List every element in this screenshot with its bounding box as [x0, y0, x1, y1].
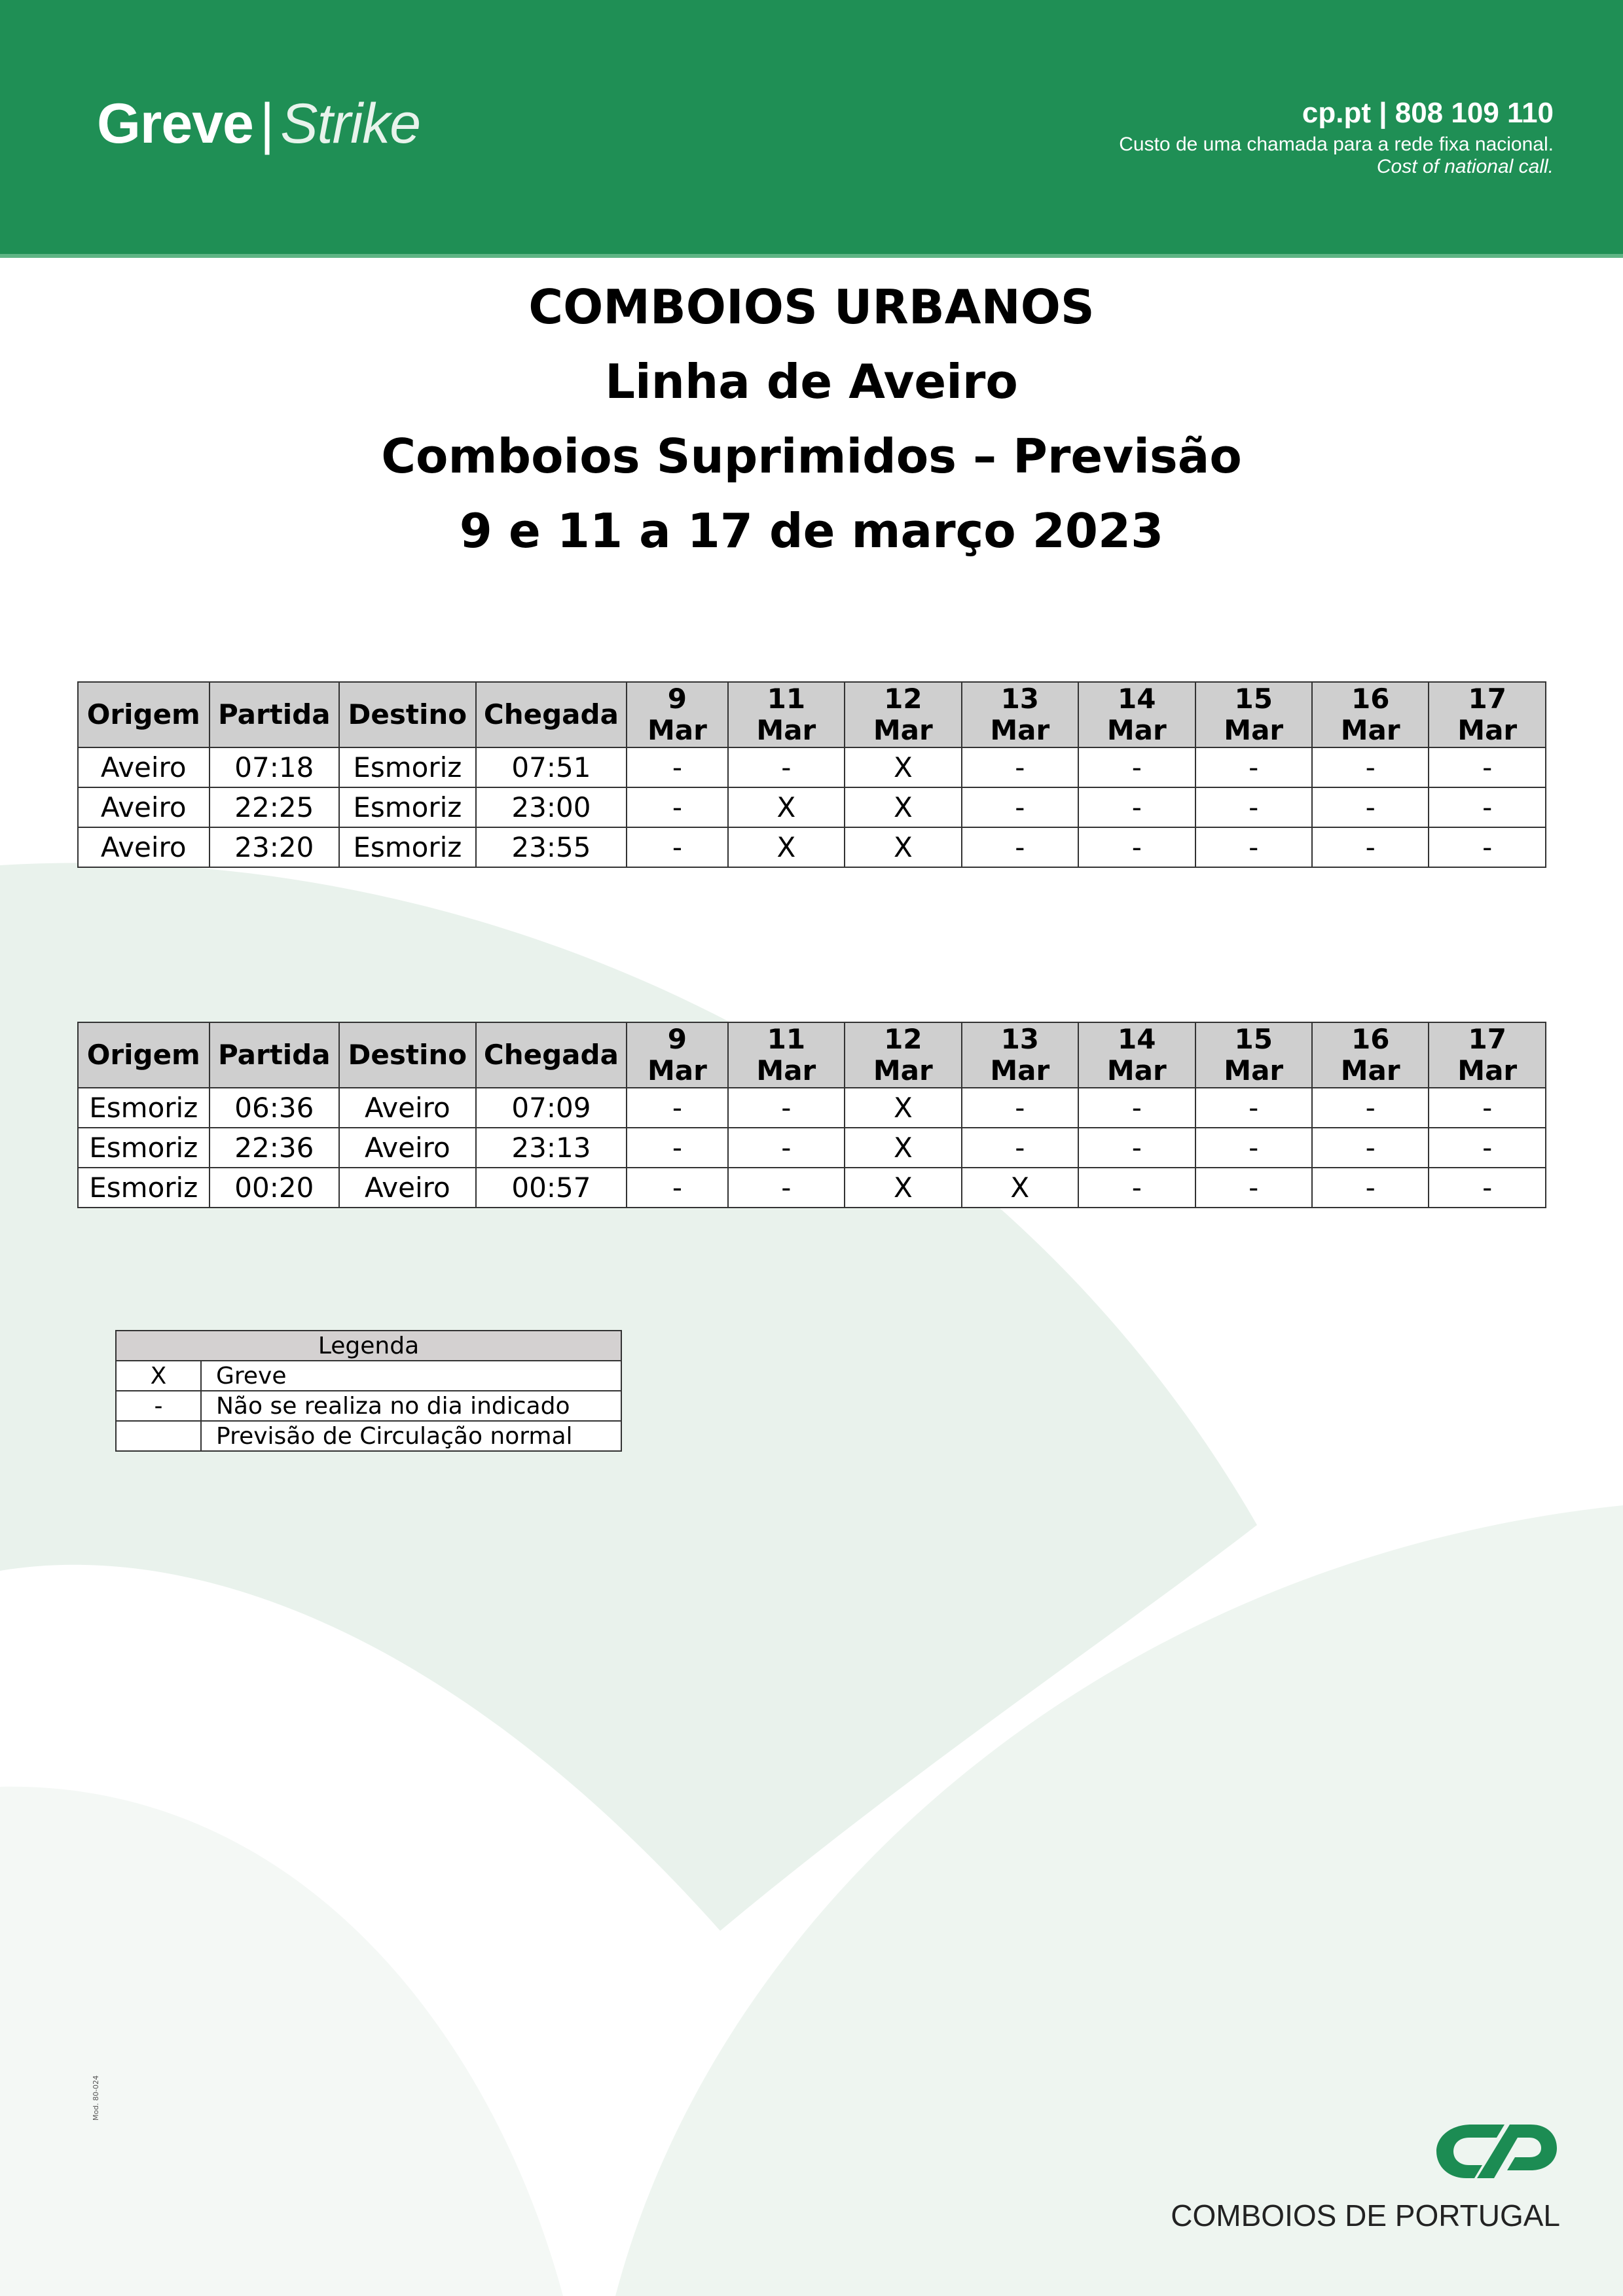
- cell-partida: 06:36: [210, 1088, 340, 1128]
- cell-day-status: X: [728, 787, 845, 827]
- cell-destino: Aveiro: [339, 1088, 476, 1128]
- cell-day-status: -: [1429, 747, 1546, 787]
- column-header-day: [1429, 682, 1546, 747]
- day-month: Mar: [873, 1054, 933, 1086]
- day-number: 15: [1234, 1023, 1273, 1055]
- cell-day-status: X: [845, 1088, 961, 1128]
- day-number: 11: [767, 1023, 806, 1055]
- column-header-day: [962, 1022, 1078, 1088]
- cell-day-status: -: [1312, 1168, 1429, 1208]
- cell-day-status: -: [1195, 1168, 1312, 1208]
- cell-day-status: -: [1429, 1088, 1546, 1128]
- column-header-day: [845, 1022, 961, 1088]
- cell-day-status: -: [962, 1128, 1078, 1168]
- cell-day-status: X: [845, 787, 961, 827]
- cell-day-status: X: [728, 827, 845, 867]
- day-month: Mar: [1106, 714, 1167, 746]
- cell-day-status: -: [1078, 747, 1195, 787]
- day-month: Mar: [1457, 1054, 1518, 1086]
- cell-day-status: -: [1078, 1088, 1195, 1128]
- column-header-chegada: Chegada: [476, 682, 627, 747]
- cell-day-status: -: [728, 1088, 845, 1128]
- cell-chegada: 00:57: [476, 1168, 627, 1208]
- legend-description: Greve: [201, 1361, 621, 1391]
- legend-row: [116, 1361, 621, 1391]
- cell-day-status: -: [962, 1088, 1078, 1128]
- day-number: 14: [1118, 1023, 1156, 1055]
- cell-destino: Esmoriz: [339, 787, 476, 827]
- column-header-chegada: Chegada: [476, 1022, 627, 1088]
- column-header-day: [1429, 1022, 1546, 1088]
- form-code: Mod. 80-024: [92, 2075, 100, 2121]
- day-month: Mar: [990, 1054, 1050, 1086]
- cell-origem: Esmoriz: [78, 1128, 210, 1168]
- table-row: [78, 1128, 1546, 1168]
- day-number: 16: [1351, 1023, 1390, 1055]
- day-number: 12: [884, 1023, 922, 1055]
- day-number: 17: [1468, 683, 1506, 715]
- day-month: Mar: [647, 1054, 707, 1086]
- cell-day-status: -: [627, 1168, 727, 1208]
- title-line-3: Comboios Suprimidos – Previsão: [381, 429, 1242, 484]
- table-row: [78, 827, 1546, 867]
- title-line-2: Linha de Aveiro: [605, 354, 1018, 409]
- legend-symbol: -: [116, 1391, 201, 1421]
- cell-day-status: -: [1312, 1128, 1429, 1168]
- table-row: [78, 787, 1546, 827]
- column-header-day: [845, 682, 961, 747]
- legend-row: [116, 1391, 621, 1421]
- cell-chegada: 23:13: [476, 1128, 627, 1168]
- cell-day-status: -: [1312, 787, 1429, 827]
- cell-day-status: X: [845, 1128, 961, 1168]
- day-number: 12: [884, 683, 922, 715]
- cell-day-status: -: [1078, 827, 1195, 867]
- column-header-day: [728, 682, 845, 747]
- table-row: [78, 1168, 1546, 1208]
- company-name: COMBOIOS DE PORTUGAL: [1171, 2198, 1560, 2233]
- cell-day-status: X: [845, 1168, 961, 1208]
- day-number: 17: [1468, 1023, 1506, 1055]
- day-number: 9: [667, 1023, 687, 1055]
- table-row: [78, 1088, 1546, 1128]
- header-banner: [0, 0, 1623, 254]
- cell-day-status: -: [1429, 827, 1546, 867]
- cell-origem: Esmoriz: [78, 1088, 210, 1128]
- day-month: Mar: [756, 1054, 816, 1086]
- cell-partida: 23:20: [210, 827, 340, 867]
- column-header-day: [1312, 1022, 1429, 1088]
- legend-row: [116, 1421, 621, 1451]
- cell-day-status: -: [627, 1088, 727, 1128]
- day-number: 14: [1118, 683, 1156, 715]
- day-number: 9: [667, 683, 687, 715]
- title-line-1: COMBOIOS URBANOS: [528, 279, 1095, 334]
- call-cost-pt: Custo de uma chamada para a rede fixa nacional.: [1119, 134, 1554, 155]
- cell-day-status: -: [1078, 1168, 1195, 1208]
- cell-origem: Aveiro: [78, 787, 210, 827]
- schedule-table-aveiro-esmoriz: [77, 681, 1546, 868]
- cell-day-status: -: [627, 827, 727, 867]
- cell-origem: Esmoriz: [78, 1168, 210, 1208]
- call-cost-en: Cost of national call.: [1376, 156, 1554, 177]
- day-number: 16: [1351, 683, 1390, 715]
- cell-day-status: -: [962, 747, 1078, 787]
- legend-table: [115, 1330, 622, 1452]
- day-month: Mar: [647, 714, 707, 746]
- cell-day-status: X: [845, 827, 961, 867]
- cell-day-status: -: [1195, 787, 1312, 827]
- cell-day-status: -: [1312, 1088, 1429, 1128]
- legend-title: Legenda: [116, 1331, 621, 1361]
- day-month: Mar: [990, 714, 1050, 746]
- cell-day-status: X: [962, 1168, 1078, 1208]
- cell-day-status: -: [1078, 1128, 1195, 1168]
- legend-header-row: [116, 1331, 621, 1361]
- legend-description: Previsão de Circulação normal: [201, 1421, 621, 1451]
- cell-destino: Esmoriz: [339, 747, 476, 787]
- column-header-day: [962, 682, 1078, 747]
- column-header-day: [1078, 682, 1195, 747]
- column-header-destino: Destino: [339, 1022, 476, 1088]
- cell-day-status: -: [1429, 787, 1546, 827]
- cell-partida: 22:36: [210, 1128, 340, 1168]
- cell-day-status: -: [1312, 827, 1429, 867]
- day-month: Mar: [873, 714, 933, 746]
- cell-day-status: -: [728, 747, 845, 787]
- column-header-origem: Origem: [78, 1022, 210, 1088]
- column-header-partida: Partida: [210, 1022, 340, 1088]
- column-header-day: [1078, 1022, 1195, 1088]
- column-header-partida: Partida: [210, 682, 340, 747]
- column-header-day: [1195, 682, 1312, 747]
- title-line-4: 9 e 11 a 17 de março 2023: [459, 503, 1164, 558]
- day-number: 13: [1000, 1023, 1040, 1055]
- day-month: Mar: [1457, 714, 1518, 746]
- cell-origem: Aveiro: [78, 747, 210, 787]
- legend-symbol: [116, 1421, 201, 1451]
- cell-partida: 22:25: [210, 787, 340, 827]
- cell-destino: Esmoriz: [339, 827, 476, 867]
- cell-day-status: -: [1078, 787, 1195, 827]
- day-number: 15: [1234, 683, 1273, 715]
- cell-day-status: -: [627, 1128, 727, 1168]
- day-month: Mar: [1224, 714, 1284, 746]
- header-row: [78, 682, 1546, 747]
- cell-day-status: -: [728, 1128, 845, 1168]
- brand-strike: Strike: [280, 92, 421, 155]
- brand-separator: |: [259, 92, 274, 155]
- legend-description: Não se realiza no dia indicado: [201, 1391, 621, 1421]
- cell-partida: 00:20: [210, 1168, 340, 1208]
- day-month: Mar: [756, 714, 816, 746]
- cell-chegada: 07:51: [476, 747, 627, 787]
- brand-wordmark: [97, 92, 420, 156]
- column-header-origem: Origem: [78, 682, 210, 747]
- contact-phone: cp.pt | 808 109 110: [1302, 97, 1554, 129]
- cell-destino: Aveiro: [339, 1128, 476, 1168]
- cell-day-status: -: [1429, 1168, 1546, 1208]
- column-header-day: [1312, 682, 1429, 747]
- header-divider: [0, 254, 1623, 258]
- column-header-day: [1195, 1022, 1312, 1088]
- day-month: Mar: [1340, 714, 1400, 746]
- day-number: 11: [767, 683, 806, 715]
- header-row: [78, 1022, 1546, 1088]
- cell-partida: 07:18: [210, 747, 340, 787]
- cell-origem: Aveiro: [78, 827, 210, 867]
- column-header-destino: Destino: [339, 682, 476, 747]
- table-row: [78, 747, 1546, 787]
- cell-day-status: -: [1195, 1088, 1312, 1128]
- day-month: Mar: [1340, 1054, 1400, 1086]
- cell-day-status: -: [962, 827, 1078, 867]
- cp-logo-icon: [1426, 2115, 1563, 2187]
- legend-symbol: X: [116, 1361, 201, 1391]
- cell-chegada: 23:00: [476, 787, 627, 827]
- cell-day-status: X: [845, 747, 961, 787]
- day-number: 13: [1000, 683, 1040, 715]
- cell-day-status: -: [728, 1168, 845, 1208]
- brand-greve: Greve: [97, 92, 253, 155]
- cell-chegada: 23:55: [476, 827, 627, 867]
- cell-day-status: -: [1429, 1128, 1546, 1168]
- day-month: Mar: [1106, 1054, 1167, 1086]
- cell-chegada: 07:09: [476, 1088, 627, 1128]
- column-header-day: [728, 1022, 845, 1088]
- cell-day-status: -: [962, 787, 1078, 827]
- cell-day-status: -: [1195, 1128, 1312, 1168]
- cell-day-status: -: [1312, 747, 1429, 787]
- column-header-day: [627, 1022, 727, 1088]
- contact-block: [1119, 97, 1554, 178]
- cell-day-status: -: [627, 747, 727, 787]
- title-block: [0, 270, 1623, 568]
- schedule-table-esmoriz-aveiro: [77, 1022, 1546, 1208]
- cell-destino: Aveiro: [339, 1168, 476, 1208]
- cell-day-status: -: [627, 787, 727, 827]
- cell-day-status: -: [1195, 747, 1312, 787]
- day-month: Mar: [1224, 1054, 1284, 1086]
- cell-day-status: -: [1195, 827, 1312, 867]
- column-header-day: [627, 682, 727, 747]
